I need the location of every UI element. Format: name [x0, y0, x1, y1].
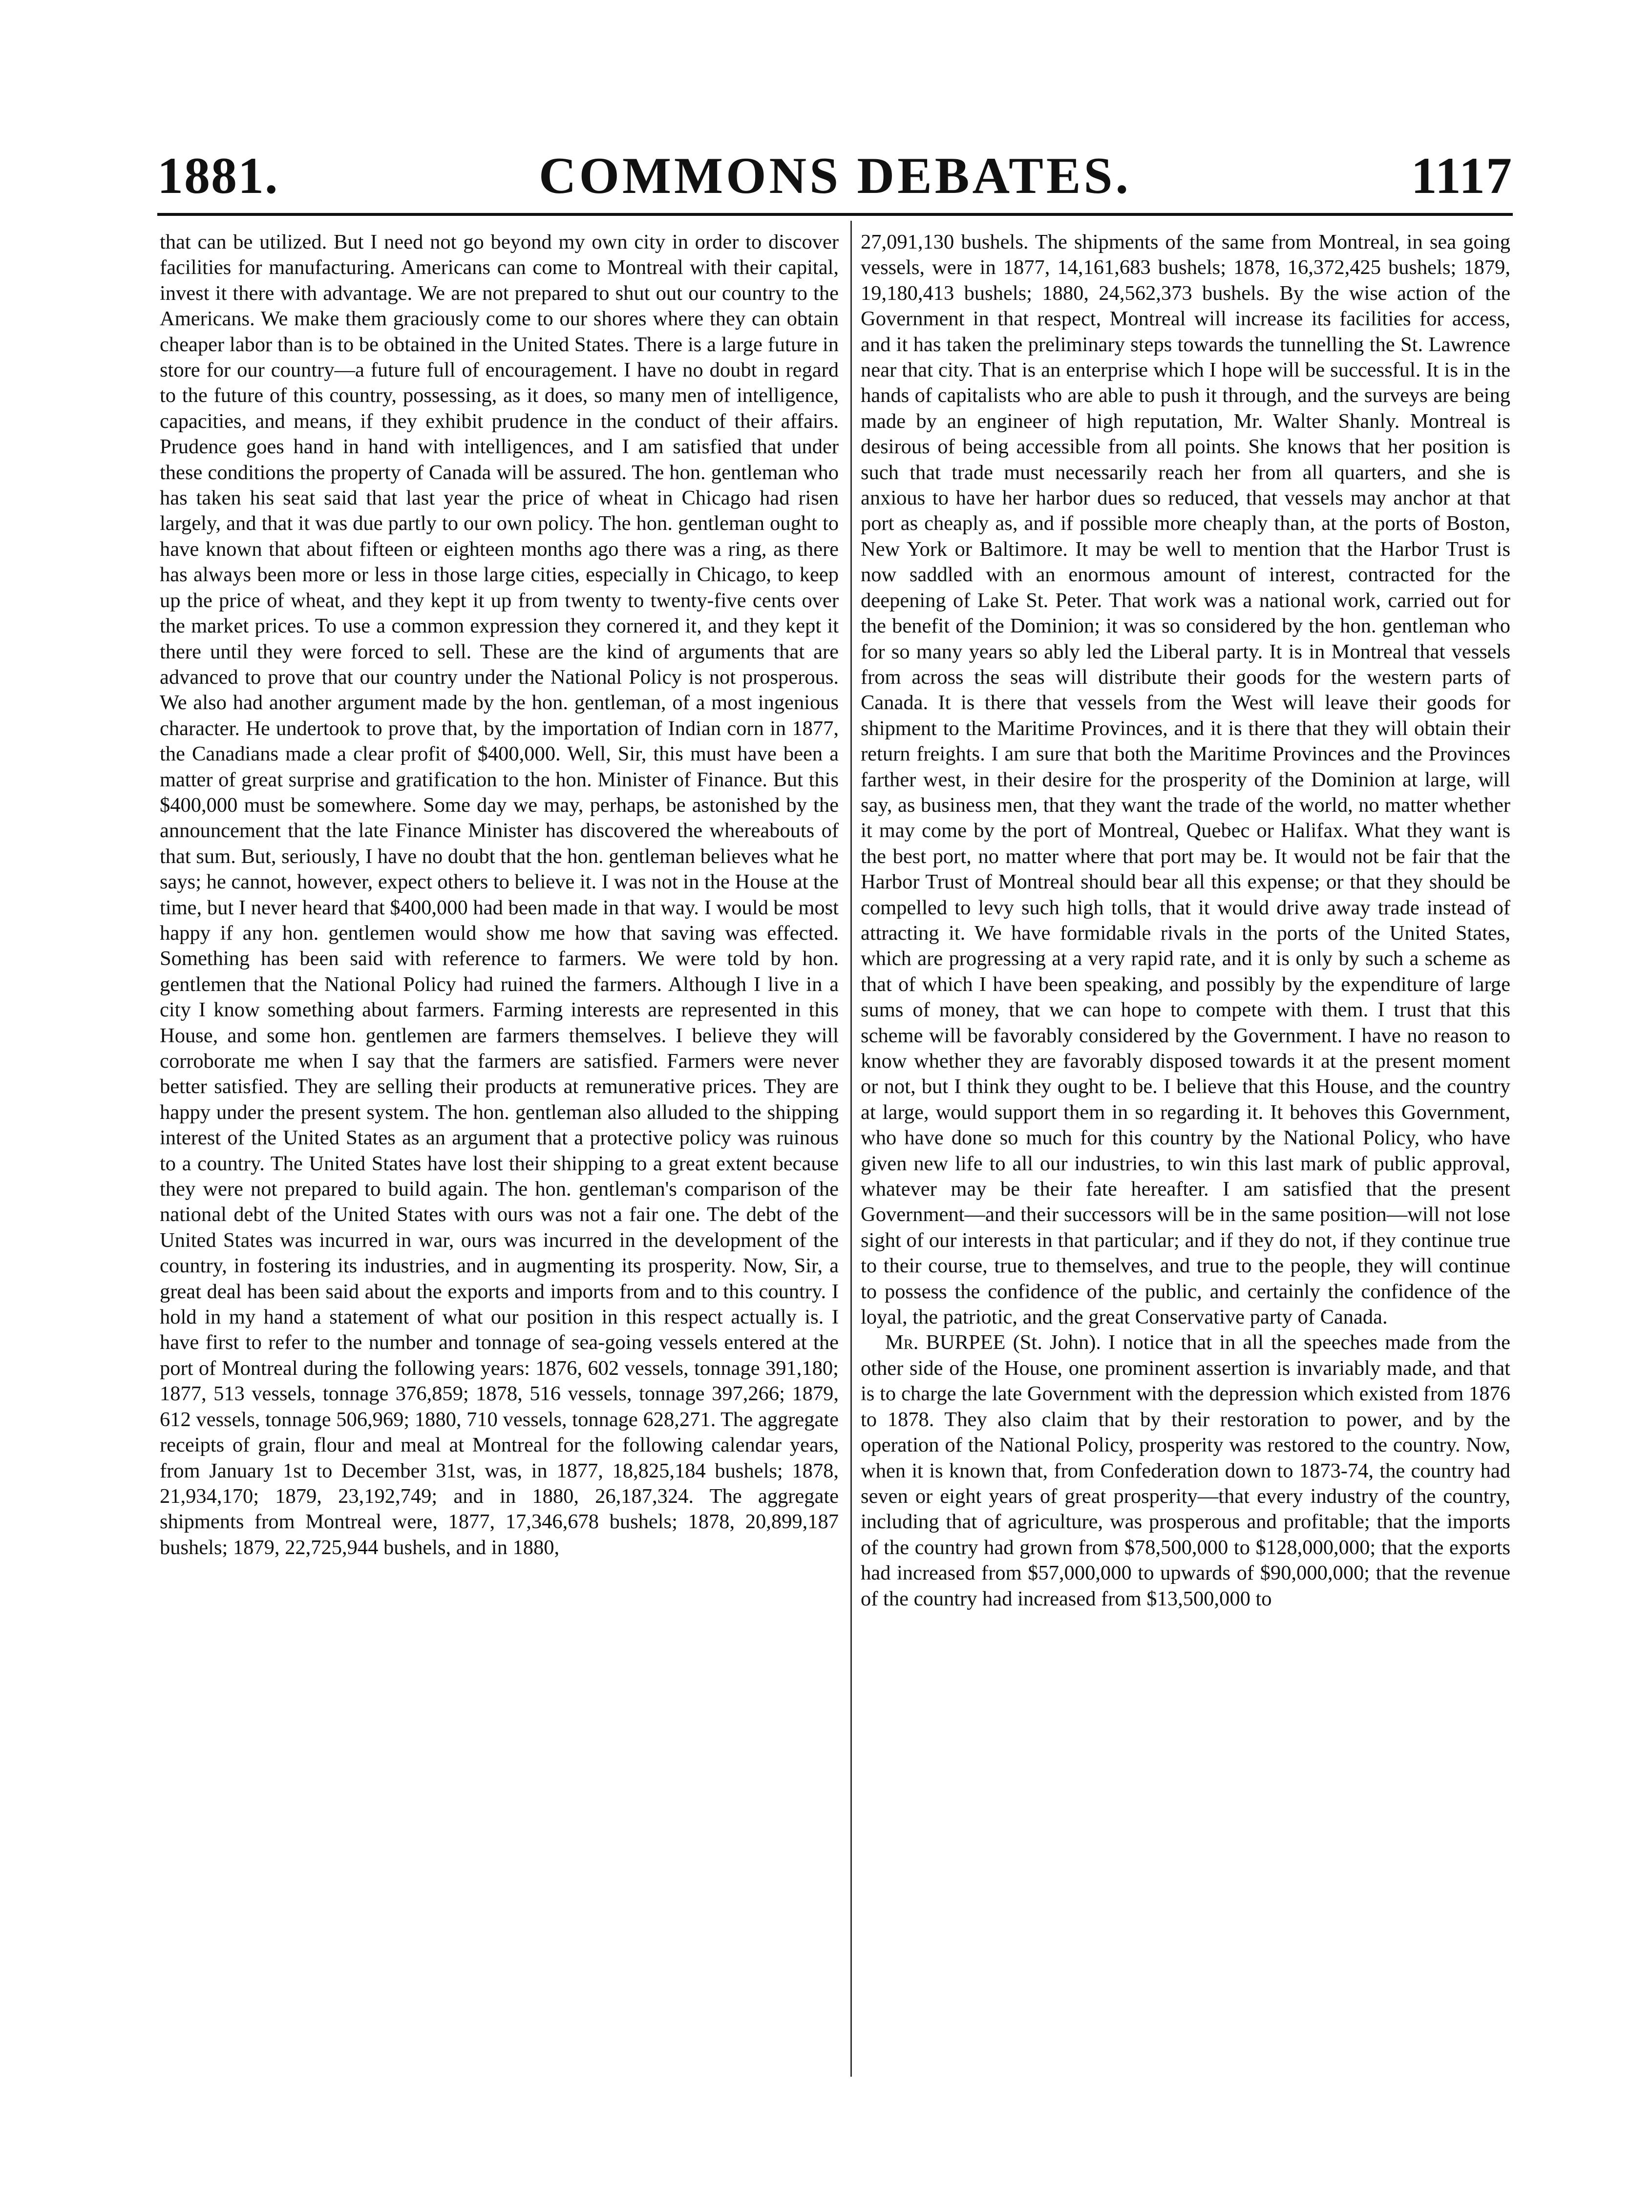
header-page-number: 1117 [1411, 147, 1513, 204]
burpee-speech-text: (St. John). I notice that in all the speeches made from the other side of the House, one prominent assertion is invariably made, and that is to charge the late Government with the depression which existed from 1876 to 1878. They also claim that by their restoration to power, and by the operation of the National Policy, prosperity was restored to the country. Now, when it is known that, from Confederation down to 1873-74, the country had seven or eight years of great prosperity—that every industry of the country, including that of agriculture, was prosperous and profitable; that the imports of the country had grown from $78,500,000 to $128,000,000; that the exports had increased from $57,000,000 to upwards of $90,000,000; that the revenue of the country had increased from $13,500,000 to [861, 1331, 1510, 1610]
left-column-paragraph: that can be utilized. But I need not go beyond my own city in order to discover facilities for manufacturing. Americans can come to Montreal with their capital, invest it there with advantage. We are not prepared to shut out our country to the Americans. We make them graciously come to our shores where they can obtain cheaper labor than is to be obtained in the United States. There is a large future in store for our country—a future full of encouragement. I have no doubt in regard to the future of this country, possessing, as it does, so many men of intelligence, capacities, and means, if they exhibit prudence in the conduct of their affairs. Prudence goes hand in hand with intelligences, and I am satisfied that under these conditions the property of Canada will be assured. The hon. gentleman who has taken his seat said that last year the price of wheat in Chicago had risen largely, and that it was due partly to our own policy. The hon. gentleman ought to have known that about fifteen or eighteen months ago there was a ring, as there has always been more or less in those large cities, especially in Chicago, to keep up the price of wheat, and they kept it up from twenty to twenty-five cents over the market prices. To use a common expression they cornered it, and they kept it there until they were forced to sell. These are the kind of arguments that are advanced to prove that our country under the National Policy is not prosperous. We also had another argument made by the hon. gentleman, of a most ingenious character. He undertook to prove that, by the importation of Indian corn in 1877, the Canadians made a clear profit of $400,000. Well, Sir, this must have been a matter of great surprise and gratification to the hon. Minister of Finance. But this $400,000 must be somewhere. Some day we may, perhaps, be astonished by the announcement that the late Finance Minister has discovered the whereabouts of that sum. But, seriously, I have no doubt that the hon. gentleman believes what he says; he cannot, however, expect others to believe it. I was not in the House at the time, but I never heard that $400,000 had been made in that way. I would be most happy if any hon. gentlemen would show me how that saving was effected. Something has been said with reference to farmers. We were told by hon. gentlemen that the National Policy had ruined the farmers. Although I live in a city I know something about farmers. Farming interests are represented in this House, and some hon. gentlemen are farmers themselves. I believe they will corroborate me when I say that the farmers are satisfied. Farmers were never better satisfied. They are selling their products at remunerative prices. They are happy under the present system. The hon. gentleman also alluded to the shipping interest of the United States as an argument that a protective policy was ruinous to a country. The United States have lost their shipping to a great extent because they were not prepared to build again. The hon. gentleman's comparison of the national debt of the United States with ours was not a fair one. The debt of the United States was incurred in war, ours was incurred in the development of the country, in fostering its industries, and in augmenting its prosperity. Now, Sir, a great deal has been said about the exports and imports from and to this country. I hold in my hand a statement of what our position in this respect actually is. I have first to refer to the number and tonnage of sea-going vessels entered at the port of Montreal during the following years: 1876, 602 vessels, tonnage 391,180; 1877, 513 vessels, tonnage 376,859; 1878, 516 vessels, tonnage 397,266; 1879, 612 vessels, tonnage 506,969; 1880, 710 vessels, tonnage 628,271. The aggregate receipts of grain, flour and meal at Montreal for the following calendar years, from January 1st to December 31st, was, in 1877, 18,825,184 bushels; 1878, 21,934,170; 1879, 23,192,749; and in 1880, 26,187,324. The aggregate shipments from Montreal were, 1877, 17,346,678 bushels; 1878, 20,899,187 bushels; 1879, 22,725,944 bushels, and in 1880, [160, 231, 839, 1559]
header-year: 1881. [157, 147, 279, 204]
speaker-name: Mr. BURPEE [885, 1331, 1006, 1354]
header-rule [157, 213, 1513, 216]
header-title: COMMONS DEBATES. [538, 147, 1132, 204]
right-column [861, 230, 1510, 2086]
right-column-paragraph: 27,091,130 bushels. The shipments of the same from Montreal, in sea going vessels, were in 1877, 14,161,683 bushels; 1878, 16,372,425 bushels; 1879, 19,180,413 bushels; 1880, 24,562,373 bushels. By the wise action of the Government in that respect, Montreal will increase its facilities for access, and it has taken the preliminary steps towards the tunnelling the St. Lawrence near that city. That is an enterprise which I hope will be successful. It is in the hands of capitalists who are able to push it through, and the surveys are being made by an engineer of high reputation, Mr. Walter Shanly. Montreal is desirous of being accessible from all points. She knows that her position is such that trade must necessarily reach her from all quarters, and she is anxious to have her harbor dues so reduced, that vessels may anchor at that port as cheaply as, and if possible more cheaply than, at the ports of Boston, New York or Baltimore. It may be well to mention that the Harbor Trust is now saddled with an enormous amount of interest, contracted for the deepening of Lake St. Peter. That work was a national work, carried out for the benefit of the Dominion; it was so considered by the hon. gentleman who for so many years so ably led the Liberal party. It is in Montreal that vessels from across the seas will distribute their goods for the western parts of Canada. It is there that vessels from the West will leave their goods for shipment to the Maritime Provinces, and it is there that they will obtain their return freights. I am sure that both the Maritime Provinces and the Provinces farther west, in their desire for the prosperity of the Dominion at large, will say, as business men, that they want the trade of the world, no matter whether it may come by the port of Montreal, Quebec or Halifax. What they want is the best port, no matter where that port may be. It would not be fair that the Harbor Trust of Montreal should bear all this expense; or that they should be compelled to levy such high tolls, that it would drive away trade instead of attracting it. We have formidable rivals in the ports of the United States, which are progressing at a very rapid rate, and it is only by such a scheme as that of which I have been speaking, and possibly by the expenditure of large sums of money, that we can hope to compete with them. I trust that this scheme will be favorably considered by the Government. I have no reason to know whether they are favorably disposed towards it at the present moment or not, but I think they ought to be. I believe that this House, and the country at large, would support them in so regarding it. It behoves this Government, who have done so much for this country by the National Policy, who have given new life to all our industries, to win this last mark of public approval, whatever may be their fate hereafter. I am satisfied that the present Government—and their successors will be in the same position—will not lose sight of our interests in that particular; and if they do not, if they continue true to their course, true to themselves, and true to the people, they will continue to possess the confidence of the public, and certainly the confidence of the loyal, the patriotic, and the great Conservative party of Canada. [861, 231, 1510, 1329]
page-header [157, 147, 1513, 205]
left-column [160, 230, 839, 2086]
burpee-speech-paragraph [861, 1330, 1510, 1611]
column-divider [850, 221, 852, 2077]
